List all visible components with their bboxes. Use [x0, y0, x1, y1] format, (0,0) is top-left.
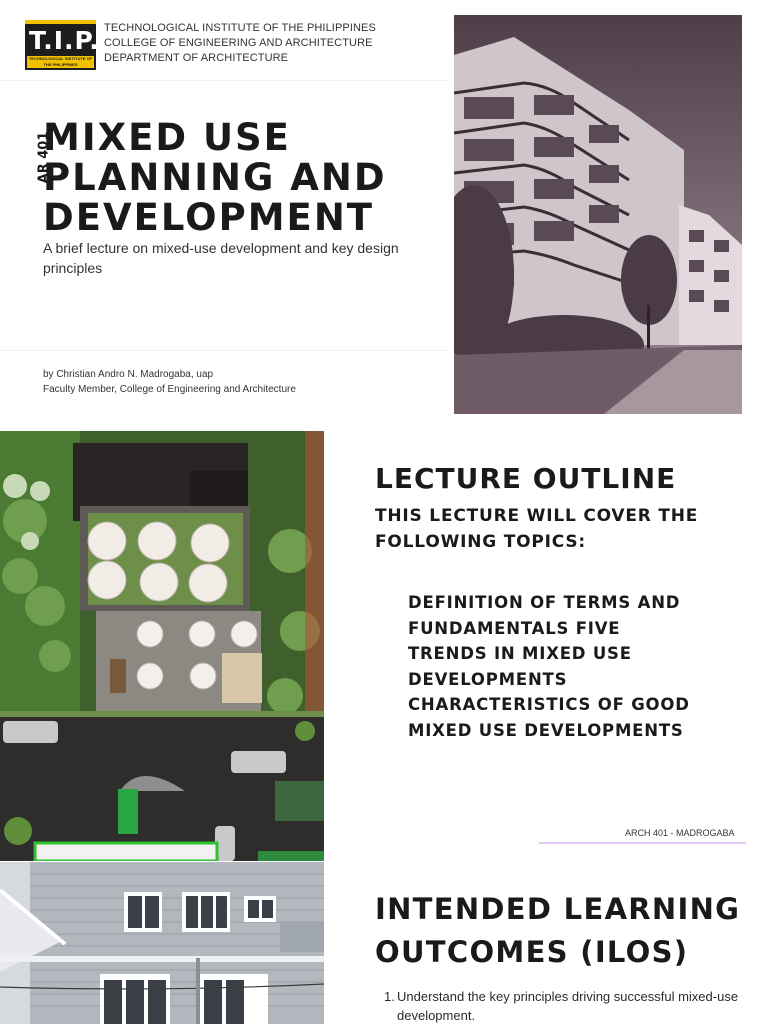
course-code: AR 401: [36, 131, 52, 184]
author-role: Faculty Member, College of Engineering and Architecture: [43, 384, 296, 395]
author-name: by Christian Andro N. Madrogaba, uap: [43, 369, 214, 380]
logo-mark: T.I.P.: [29, 26, 100, 55]
title-line: DEVELOPMENT: [43, 196, 375, 239]
logo-subtext: TECHNOLOGICAL INSTITUTE OF THE PHILIPPINES: [28, 56, 93, 67]
title-slide: [0, 0, 768, 430]
outline-subtitle: THIS LECTURE WILL COVER THE FOLLOWING TOPICS:: [375, 506, 699, 552]
ilo-number: 1.: [384, 989, 395, 1004]
footer-divider: [539, 842, 746, 844]
main-title: [43, 118, 387, 238]
ilo-list: [384, 987, 744, 1024]
ilo-item: [384, 987, 744, 1024]
site-plan-illustration: [0, 431, 324, 861]
ilo-text: Understand the key principles driving successful mixed-use development.: [397, 989, 739, 1023]
ilo-title-line: OUTCOMES (ILOS): [375, 935, 689, 969]
topic-line: MIXED USE DEVELOPMENTS: [408, 720, 684, 740]
outline-title: LECTURE OUTLINE: [375, 462, 677, 495]
topic-line: CHARACTERISTICS OF GOOD: [408, 695, 690, 714]
tip-logo: [25, 20, 100, 70]
author-divider: [0, 350, 450, 351]
author-block: [43, 367, 296, 397]
house-illustration: [0, 862, 324, 1024]
building-illustration: [454, 15, 742, 414]
header-divider: [0, 80, 450, 81]
title-line: PLANNING AND: [43, 156, 387, 199]
title-line: MIXED USE: [43, 116, 291, 159]
ilo-title: [375, 888, 740, 974]
college-name: COLLEGE OF ENGINEERING AND ARCHITECTURE: [104, 37, 373, 49]
topic-list: [408, 590, 728, 743]
ilo-title-line: INTENDED LEARNING: [375, 892, 741, 926]
topic-line: DEFINITION OF TERMS AND: [408, 593, 681, 612]
site-plan-render: [0, 431, 324, 861]
lecture-subtitle: A brief lecture on mixed-use development and key design principles: [43, 240, 399, 276]
topic-line: FUNDAMENTALS FIVE: [408, 618, 621, 638]
building-photo: [454, 15, 742, 414]
topic-line: DEVELOPMENTS: [408, 669, 568, 689]
topic-line: TRENDS IN MIXED USE: [408, 644, 632, 663]
institution-name: TECHNOLOGICAL INSTITUTE OF THE PHILIPPINES: [104, 22, 376, 34]
house-photo: [0, 862, 324, 1024]
institution-header: [104, 21, 376, 66]
slide-footer: ARCH 401 - MADROGABA: [625, 828, 735, 838]
department-name: DEPARTMENT OF ARCHITECTURE: [104, 52, 289, 64]
